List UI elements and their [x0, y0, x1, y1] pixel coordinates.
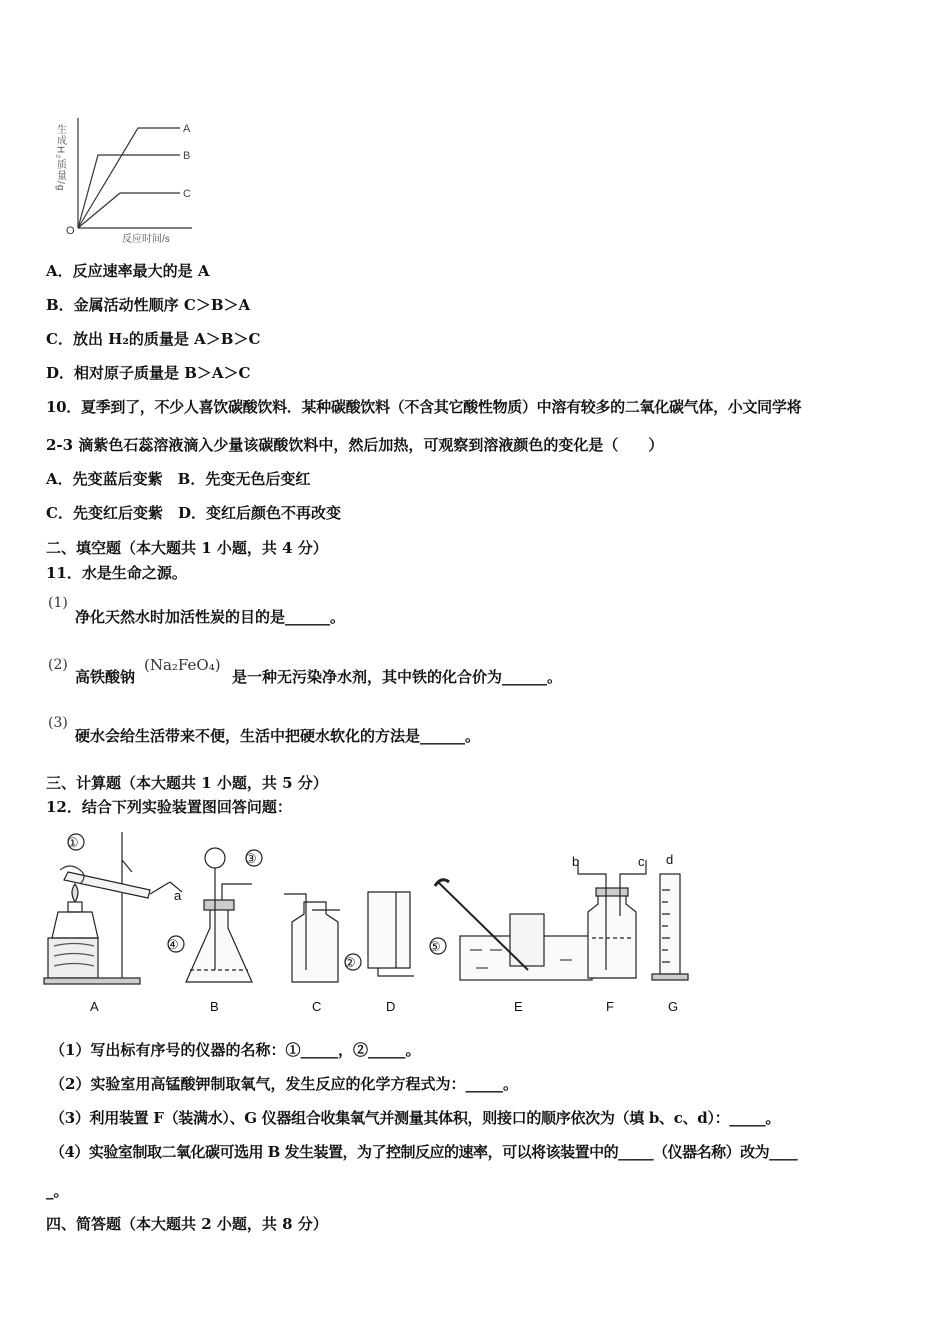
apparatus-d-bottle: [368, 892, 410, 968]
label-apparatus-c: C: [312, 999, 322, 1014]
q11-part1-text: 净化天然水时加活性炭的目的是______。: [75, 608, 346, 626]
label-circle-3: ③: [245, 851, 257, 866]
x-axis-label: 反应时间/s: [122, 234, 170, 245]
series-line-b: [78, 155, 180, 228]
label-apparatus-f: F: [606, 999, 614, 1014]
apparatus-a-alcohol-lamp: [52, 912, 98, 938]
q10-options-cd: C．先变红后变紫 D．变红后颜色不再改变: [46, 504, 341, 522]
label-circle-1: ①: [67, 835, 79, 850]
label-port-b: b: [572, 854, 580, 869]
apparatus-b-funnel-bulb: [205, 848, 225, 868]
apparatus-f-bottle: [588, 894, 636, 978]
lab-apparatus-figure: [40, 830, 700, 1020]
q9-option-a: A．反应速率最大的是 A: [46, 262, 210, 280]
q11-part3-number: (3): [48, 715, 68, 731]
section-4-heading: 四、简答题（本大题共 2 小题，共 8 分）: [46, 1215, 328, 1233]
label-apparatus-d: D: [386, 999, 396, 1014]
label-apparatus-b: B: [210, 999, 219, 1014]
q9-option-c: C．放出 H₂的质量是 A＞B＞C: [46, 330, 261, 348]
q12-sub-3: （3）利用装置 F（装满水）、G 仪器组合收集氧气并测量其体积，则接口的顺序依次为（填 b、c、d）：_____。: [50, 1109, 781, 1127]
apparatus-g-cylinder: [660, 874, 680, 974]
section-2-heading: 二、填空题（本大题共 1 小题，共 4 分）: [46, 539, 328, 557]
apparatus-c-bottle: [292, 902, 338, 982]
label-apparatus-e: E: [514, 999, 523, 1014]
label-apparatus-a: A: [90, 999, 99, 1014]
q9-option-d: D．相对原子质量是 B＞A＞C: [46, 364, 251, 382]
q12-sub-4-line-1: （4）实验室制取二氧化碳可选用 B 发生装置，为了控制反应的速率，可以将该装置中的_____（仪器名称）改为____: [50, 1143, 798, 1161]
q12-title: 12．结合下列实验装置图回答问题：: [46, 798, 292, 816]
q12-sub-2: （2）实验室用高锰酸钾制取氧气，发生反应的化学方程式为：_____。: [50, 1075, 518, 1093]
apparatus-b-flask: [186, 908, 252, 982]
q9-option-b: B．金属活动性顺序 C＞B＞A: [46, 296, 251, 314]
y-axis-label: 生成H₂质量/g: [54, 124, 66, 192]
q11-part1-number: (1): [48, 595, 68, 611]
q11-part3-text: 硬水会给生活带来不便，生活中把硬水软化的方法是______。: [75, 727, 481, 745]
label-port-a: a: [174, 888, 182, 903]
q11-part2-prefix: 高铁酸钠: [75, 668, 136, 686]
label-circle-4: ④: [167, 937, 179, 952]
q10-line-2: 2-3 滴紫色石蕊溶液滴入少量该碳酸饮料中，然后加热，可观察到溶液颜色的变化是（ ）: [46, 436, 664, 454]
q10-options-ab: A．先变蓝后变紫 B．先变无色后变红: [46, 470, 311, 488]
series-label-c: C: [183, 188, 191, 200]
section-3-heading: 三、计算题（本大题共 1 小题，共 5 分）: [46, 774, 328, 792]
q11-part2-formula: (Na₂FeO₄): [144, 656, 221, 674]
label-port-d: d: [666, 852, 674, 867]
q10-line-1: 10．夏季到了，不少人喜饮碳酸饮料．某种碳酸饮料（不含其它酸性物质）中溶有较多的二氧化碳气体，小文同学将: [46, 398, 802, 416]
series-line-c: [78, 193, 180, 228]
q11-part2-text: 是一种无污染净水剂，其中铁的化合价为______。: [232, 668, 563, 686]
q12-sub-1: （1）写出标有序号的仪器的名称：①_____，②_____。: [50, 1041, 421, 1059]
q11-part2-number: (2): [48, 657, 68, 673]
origin-label: O: [66, 225, 75, 237]
h2-mass-chart: [50, 110, 200, 245]
series-label-a: A: [183, 123, 191, 135]
label-port-c: c: [638, 854, 645, 869]
series-line-a: [78, 128, 180, 228]
label-circle-2: ②: [344, 955, 356, 970]
q12-sub-4-line-2: _。: [46, 1182, 69, 1200]
series-label-b: B: [183, 150, 191, 162]
q11-title: 11．水是生命之源。: [46, 564, 187, 582]
label-apparatus-g: G: [668, 999, 679, 1014]
label-circle-5: ⑤: [429, 939, 441, 954]
